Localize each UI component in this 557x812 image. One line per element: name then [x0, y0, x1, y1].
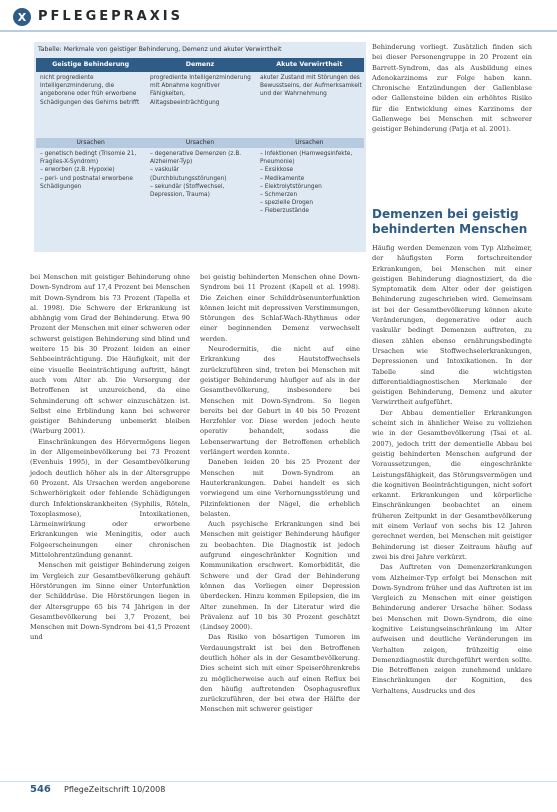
header-rule	[0, 30, 557, 32]
table-cell: – degenerative Demenzen (z.B. Alzheimer-Typ) – vaskulär (Durchblutungsstörungen) – sekundär (Stoffwechsel, Depression, Trauma)	[150, 151, 242, 199]
text-column-left	[30, 272, 190, 643]
table-header-cell: Geistige Behinderung	[52, 61, 130, 68]
paragraph: Auch psychische Erkrankungen sind bei Menschen mit geistiger Behinderung häufiger zu beobachten. Die Diagnostik ist jedoch aufgrund eingeschränkter Kognition und Kommunikation erschwert. Komorbidität, die Schwere und der Grad der Behinderung können das Vorliegen einer Depression überdecken. Hinzu kommen Epilepsien, die im Alter zunehmen. In der Literatur wird die Prävalenz auf 10 bis 30 Prozent geschätzt (Lindsey 2000).	[200, 520, 360, 632]
text-column-right-top	[372, 42, 532, 135]
section-logo-icon: X	[13, 8, 31, 26]
section-title: PFLEGEPRAXIS	[38, 9, 183, 24]
table-cell: – genetisch bedingt (Trisomie 21, Fragiles-X-Syndrom) – erworben (z.B. Hypoxie) – peri- und postnatal erworbene Schädigungen	[40, 151, 137, 190]
paragraph: Häufig werden Demenzen vom Typ Alzheimer, der häufigsten Form fortschreitender Erkrankungen, bei Menschen mit einer geistigen Behinderung diagnostiziert, da die Symptomatik dem Alter oder der geistigen Behinderung zugeschrieben wird. Gemeinsam ist bei der Gesamtbevölkerung können akute Veränderungen, degenerative oder auch vaskulär bedingt Demenzen auftreten, zu diesen zählen ebenso ernährungsbedingte Ursachen wie Stoffwechselerkrankungen, Depressionen und Intoxikationen. In der Tabelle sind die wichtigsten differentialdiagnostischen Merkmale der geistigen Behinderung, Demenz und akuter Verwirrtheit aufgeführt.	[372, 244, 532, 407]
paragraph: bei geistig behinderten Menschen ohne Down-Syndrom bei 11 Prozent (Kapell et al. 1998). Die Zeichen einer Schilddrüsenunterfunktion können leicht mit depressiven Verstimmungen, Störungen des Schlaf-Wach-Rhythmus oder einer beginnenden Demenz verwechselt werden.	[200, 273, 360, 343]
table-header-cell: Akute Verwirrtheit	[276, 61, 343, 68]
table-cell: akuter Zustand mit Störungen des Bewusstseins, der Aufmerksamkeit und der Wahrnehmung	[260, 75, 362, 98]
text-column-middle	[200, 272, 360, 715]
table-subheader-cell: Ursachen	[295, 139, 324, 146]
paragraph: Das Risiko von bösartigen Tumoren im Verdauungstrakt ist bei den Betroffenen deutlich höher als in der Gesamtbevölkerung. Dies scheint sich mit einer Speiseröhrenkrebs zu möglicherweise auch auf einen Reflux bei den häufig auftretenden Ösophagusreflux zurückzuführen, der bei etwa der Hälfte der Menschen mit schwerer geistiger	[200, 633, 360, 714]
paragraph: Behinderung vorliegt. Zusätzlich finden sich bei dieser Personengruppe in 20 Prozent ein Barrett-Syndrom, das als Ausbildung eines Adenokarzinoms zur Folge haben kann. Chronische Entzündungen der Gallenblase oder Gallensteine bilden ein erhöhtes Risiko für die Entwicklung eines Karzinoms der Gallenwege bei Menschen mit schwerer geistiger Behinderung (Patja et al. 2001).	[372, 43, 532, 134]
table-subheader-row	[36, 138, 364, 148]
page-number: 546	[30, 784, 51, 795]
paragraph: Das Auftreten von Demenzerkrankungen vom Alzheimer-Typ erfolgt bei Menschen mit Down-Syndrom früher und das Auftreten ist im Vergleich zu Menschen mit einer geistigen Behinderung anderer Ursache höher. Sodass bei Menschen mit Down-Syndrom, die eine kognitive Leistungseinschränkung im Alter aufweisen und deutliche Veränderungen im Verhalten zeigen, frühzeitig eine Demenzdiagnostik durchgeführt werden sollte. Die Betroffenen zeigen zunehmend unklare Einschränkungen der Kognition, des Verhaltens, Ausdrucks und des	[372, 563, 532, 695]
paragraph: bei Menschen mit geistiger Behinderung ohne Down-Syndrom auf 17,4 Prozent bei Menschen mit Down-Syndrom bis 73 Prozent (Tapella et al. 1998). Die Schwere der Erkrankung ist abhängig vom Grad der Behinderung. Etwa 90 Prozent der Menschen mit einer schweren oder schwerst geistigen Behinderung sind blind und weitere 15 bis 30 Prozent leiden an einer Sehbeeinträchtigung. Die Häufigkeit, mit der eine visuelle Beeinträchtigung auftritt, hängt auch vom Alter ab. Die Versorgung der Betroffenen ist unzureichend, da eine Sehminderung oft schwer einzuschätzen ist. Selbst eine Erblindung kann bei schwerer geistiger Behinderung unbemerkt bleiben (Warburg 2001).	[30, 273, 190, 436]
page-header	[0, 0, 557, 40]
table-header-row	[36, 58, 364, 72]
table-caption: Tabelle: Merkmale von geistiger Behinderung, Demenz und akuter Verwirrtheit	[38, 46, 282, 53]
text-column-right	[372, 243, 532, 696]
footer-rule	[0, 781, 557, 782]
table-header-cell: Demenz	[185, 61, 215, 68]
paragraph: Menschen mit geistiger Behinderung zeigen im Vergleich zur Gesamtbevölkerung gehäuft Hörstörungen im Sinne einer Unterfunktion der Schilddrüse. Die Hörstörungen liegen in der Altersgruppe 65 bis 74 Jährigen in der Gesamtbevölkerung bei 3,7 Prozent, bei Menschen mit Down-Syndrom bei 41,5 Prozent und	[30, 561, 190, 642]
paragraph: Daneben leiden 20 bis 25 Prozent der Menschen mit Down-Syndrom an Hauterkrankungen. Dabei handelt es sich vorwiegend um eine Verhornungsstörung und Pilzinfektionen der Nägel, die erheblich belasten.	[200, 458, 360, 518]
page-footer	[0, 780, 557, 812]
paragraph: Einschränkungen des Hörvermögens liegen in der Allgemeinbevölkerung bei 73 Prozent (Evenhuis 1995), in der Gesamtbevölkerung jedoch deutlich höher als in der Altersgruppe 60 Prozent. Als Ursachen werden angeborene Schwerhörigkeit oder fehlende Schädigungen durch Infektionskrankheiten (Syphilis, Röteln, Toxoplasmose), Intoxikationen, Lärmeinwirkung oder erworbene Erkrankungen wie Meningitis, oder auch Folgeerscheinungen einer chronischen Mittelohrentzündung genannt.	[30, 437, 190, 560]
table-cell: – Infektionen (Harnwegsinfekte, Pneumonie) – Exsikkose – Medikamente – Elektrolytstörungen – Schmerzen – spezielle Drogen – Fieberzustände	[260, 151, 353, 215]
table-cell: nicht progrediente Intelligenzminderung, die angeborene oder früh erworbene Schädigungen des Gehirns betrifft	[40, 75, 140, 106]
table-cell: progrediente Intelligenzminderung mit Abnahme kognitiver Fähigkeiten, Alltagsbeeinträchtigung	[150, 75, 251, 106]
paragraph: Neurodermitis, die nicht auf eine Erkrankung des Hautstoffwechsels zurückzuführen sind, treten bei Menschen mit geistiger Behinderung häufiger auf als in der Gesamtbevölkerung, insbesondere bei Menschen mit Down-Syndrom. So liegen bereits bei der Geburt in 40 bis 50 Prozent Herzfehler vor. Diese werden jedoch heute operativ behandelt, sodass die Lebenserwartung der Betroffenen erheblich verlängert werden konnte.	[200, 345, 360, 457]
comparison-table	[34, 42, 366, 252]
paragraph: Der Abbau dementieller Erkrankungen scheint sich in ähnlicher Weise zu vollziehen wie in der Gesamtbevölkerung (Tsai et al. 2007), jedoch tritt der dementielle Abbau bei geistig behinderten Menschen aufgrund der Voraussetzungen, die eingeschränkte Leistungsfähigkeit, das Störungsvermögen und die kognitiven Beeinträchtigungen, nicht sofort erkannt. Erkrankungen und körperliche Einschränkungen beobachtet an einem früheren Zeitpunkt in der Gesamtbevölkerung mit einem Verlauf von sechs bis 12 Jahren gerechnet werden, bei Menschen mit geistiger Behinderung ist dieser Zeitraum häufig auf zwei bis drei Jahre verkürzt.	[372, 408, 532, 561]
table-subheader-cell: Ursachen	[76, 139, 105, 146]
section-heading: Demenzen bei geistig behinderten Menschen	[372, 207, 528, 236]
journal-name: PflegeZeitschrift 10/2008	[64, 785, 166, 794]
table-subheader-cell: Ursachen	[185, 139, 215, 146]
